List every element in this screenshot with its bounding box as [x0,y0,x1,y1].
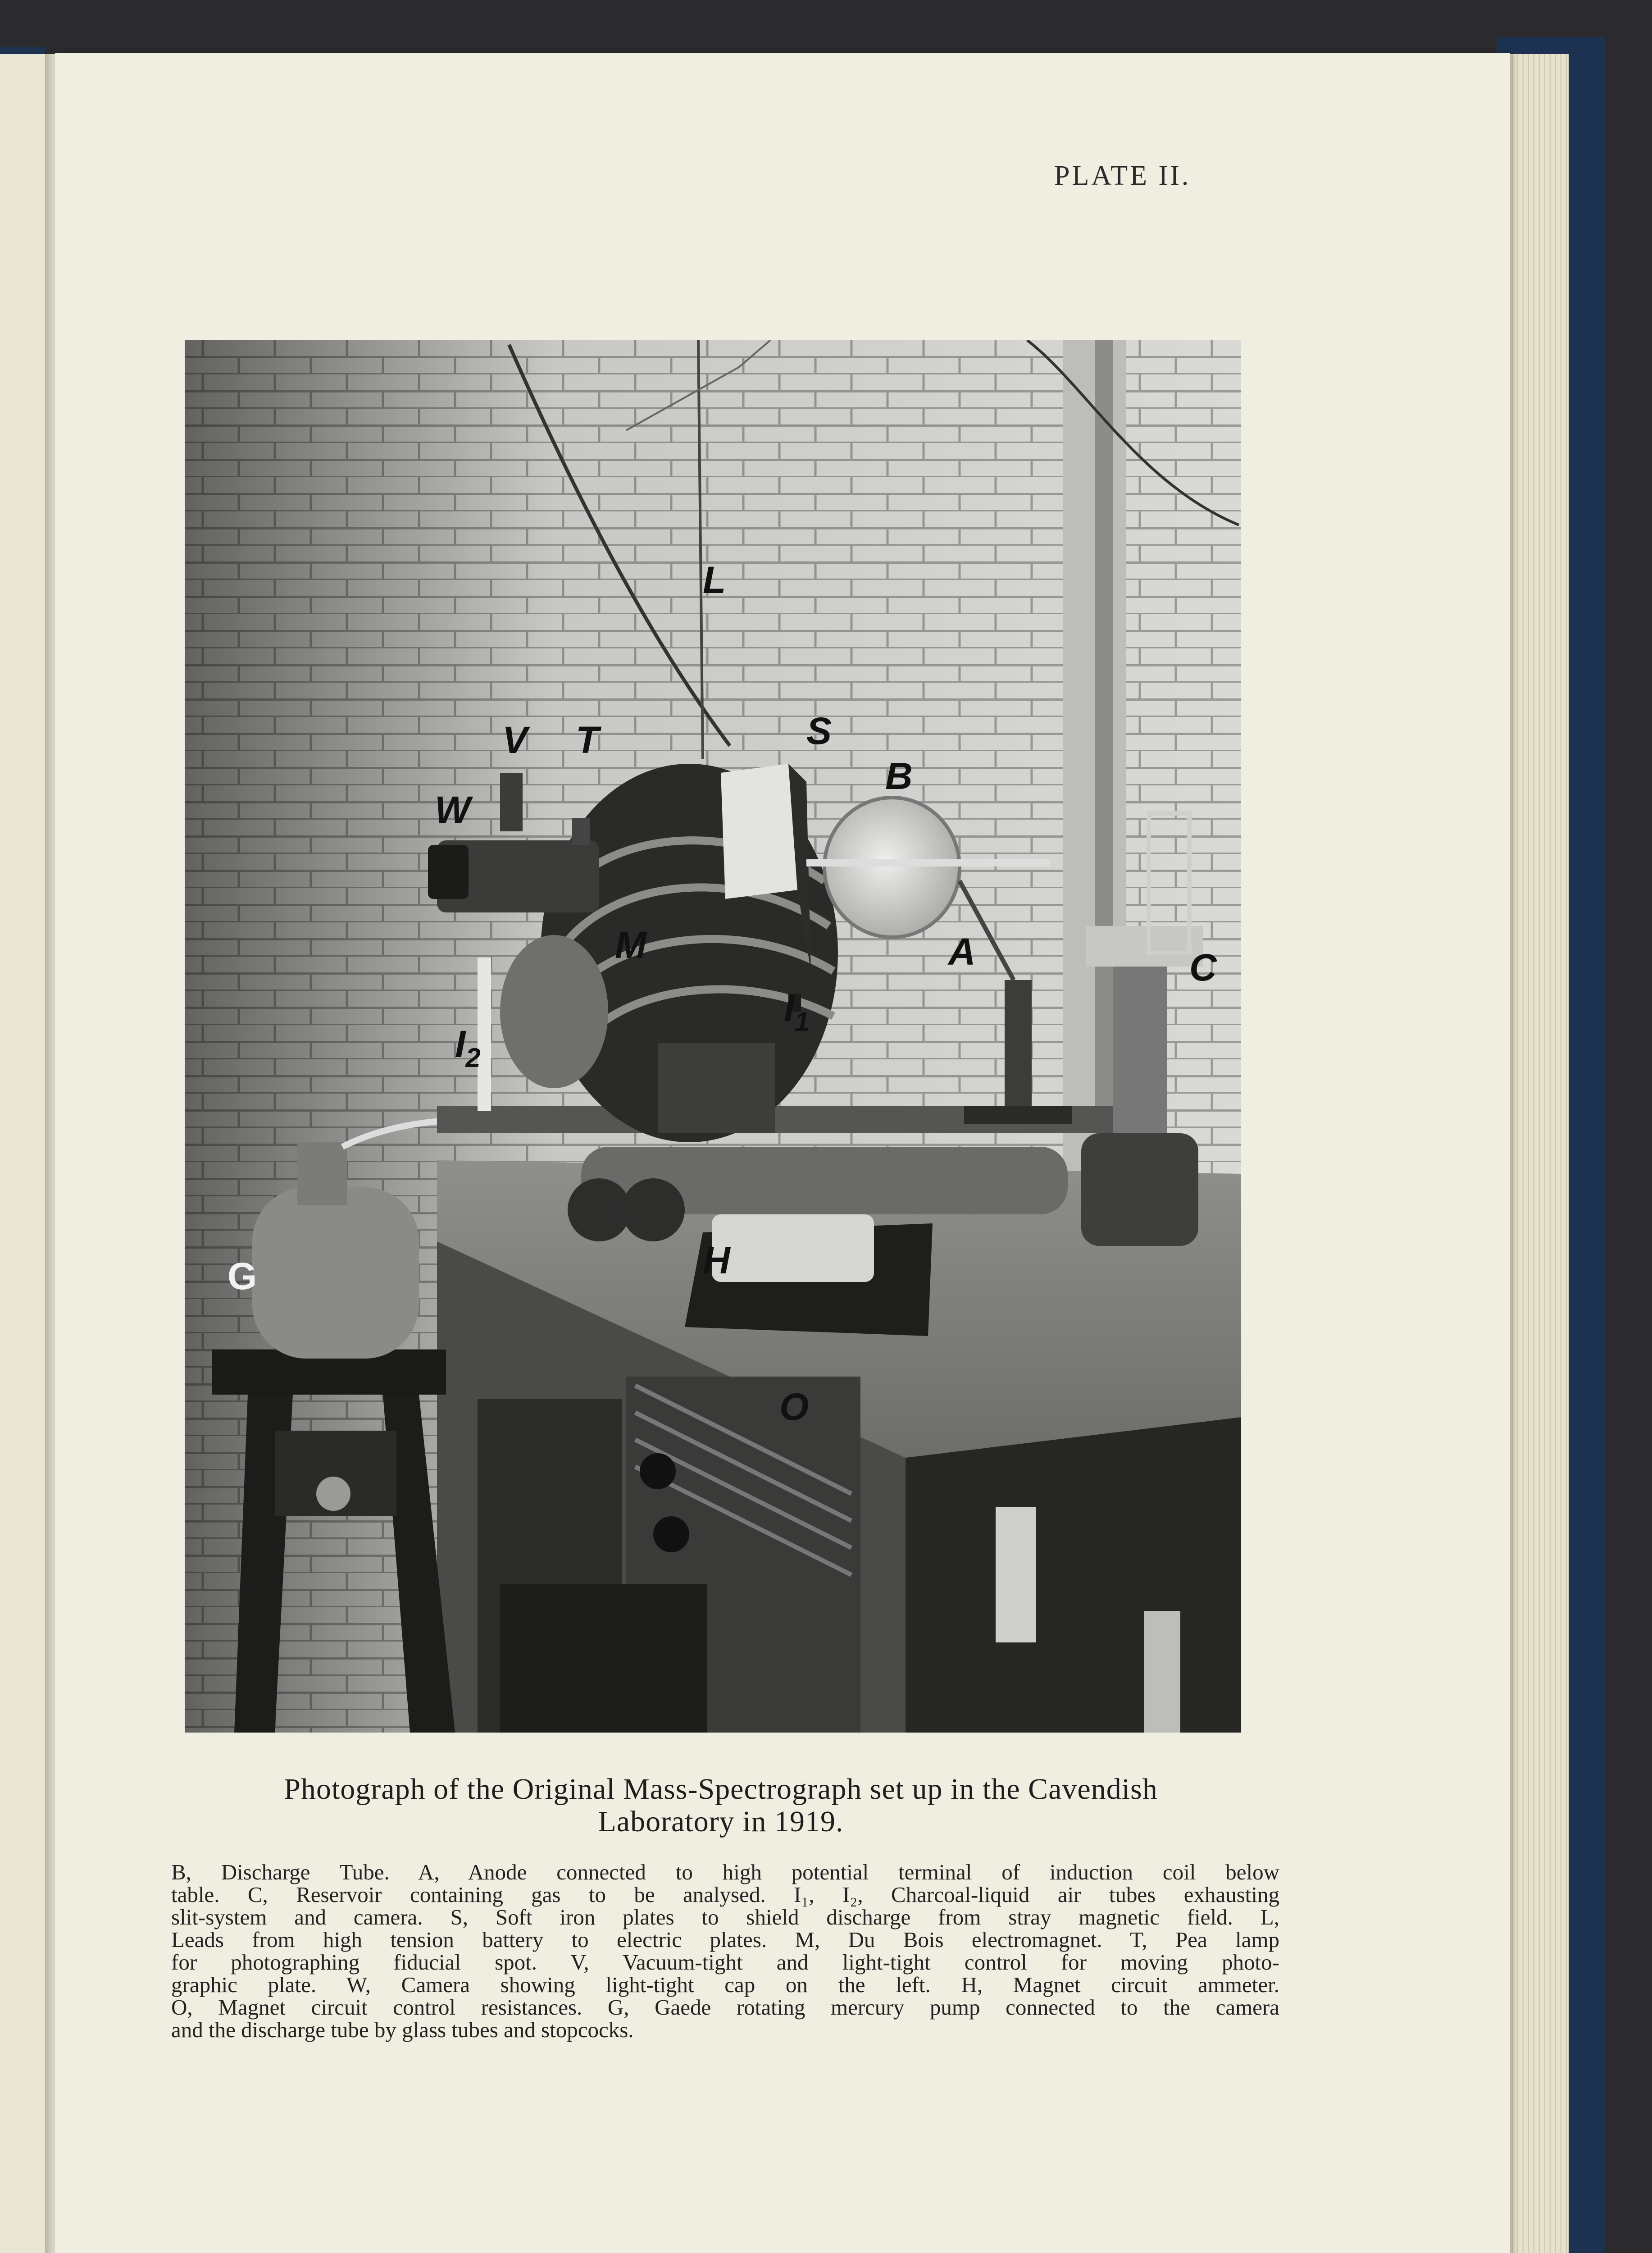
label-G: G [228,1255,257,1297]
label-C: C [1189,946,1217,989]
caption-line: B, Discharge Tube. A, Anode connected to high potential terminal of induction coil below [171,1860,1279,1884]
label-W: W [435,789,471,831]
label-I1-subscript: 1 [794,1007,810,1037]
label-O: O [779,1386,809,1428]
label-L: L [703,559,726,601]
caption-title [162,1773,1279,1838]
label-B: B [885,755,913,797]
caption-title-line-2: Laboratory in 1919. [598,1805,844,1838]
caption-line: for photographing fiducial spot. V, Vacuum-tight and light-tight control for moving photo- [171,1950,1279,1975]
caption-line: graphic plate. W, Camera showing light-tight cap on the left. H, Magnet circuit ammeter. [171,1972,1279,1997]
caption-line: slit-system and camera. S, Soft iron plates to shield discharge from stray magnetic field. L, [171,1905,1279,1929]
label-V: V [502,719,528,761]
label-A: A [948,930,976,973]
label-I2 [455,1025,481,1072]
label-H: H [703,1239,730,1282]
caption-line: O, Magnet circuit control resistances. G, Gaede rotating mercury pump connected to the camera [171,1995,1279,2020]
caption-line: Leads from high tension battery to electric plates. M, Du Bois electromagnet. T, Pea lamp [171,1927,1279,1952]
label-I2-letter: I [455,1023,466,1065]
label-I2-subscript: 2 [465,1043,481,1073]
plate-number: PLATE II. [1054,160,1191,191]
label-M: M [615,924,646,966]
label-T: T [576,719,599,761]
caption-legend [171,1861,1279,2041]
caption-title-line-1: Photograph of the Original Mass-Spectrograph set up in the Cavendish [284,1773,1158,1806]
label-I1 [784,989,810,1035]
book-gutter [45,54,55,2253]
caption-line: and the discharge tube by glass tubes and stopcocks. [171,2017,634,2042]
label-S: S [806,710,832,752]
photograph-mass-spectrograph [185,340,1241,1733]
label-I1-letter: I [784,987,795,1029]
caption-line: table. C, Reservoir containing gas to be analysed. I₁, I₂, Charcoal-liquid air tubes exhausting [171,1882,1279,1907]
photo-illustration [185,340,1241,1733]
